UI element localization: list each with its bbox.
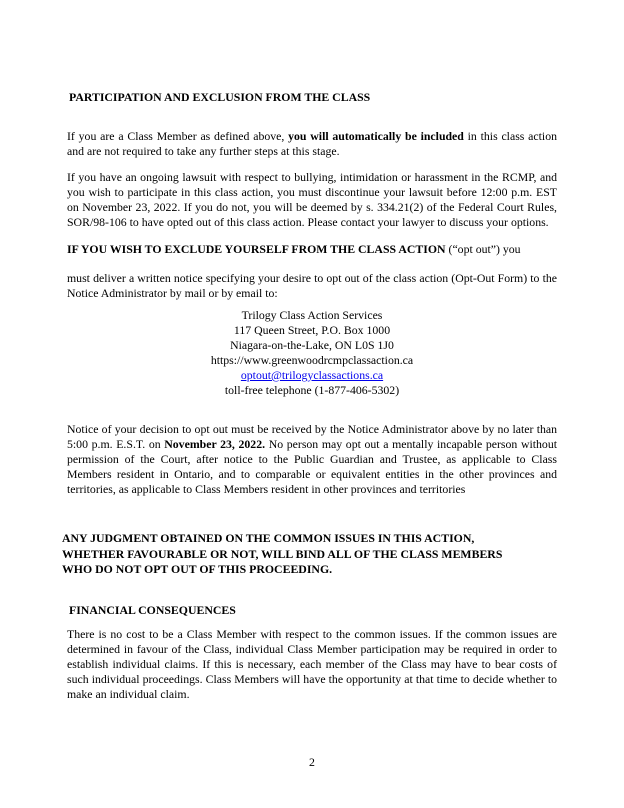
- paragraph-financial-consequences: There is no cost to be a Class Member with respect to the common issues. If the common issues are determined in favour of the Class, individual Class Member participation may be required in order to establish individual claims. If this is necessary, each member of the Class may have to bear costs of such individual proceedings. Class Members will have the opportunity at that time to decide whether to make an individual claim.: [67, 626, 557, 701]
- notice-administrator-address-block: [67, 308, 557, 398]
- judgment-binding-notice: [62, 531, 557, 578]
- text-segment: If you are a Class Member as defined above,: [67, 129, 289, 143]
- judgment-notice-line: WHETHER FAVOURABLE OR NOT, WILL BIND ALL OF THE CLASS MEMBERS: [62, 546, 503, 561]
- text-segment-bold-date: November 23, 2022.: [164, 437, 266, 451]
- optout-heading-line: [67, 242, 557, 257]
- optout-email-link[interactable]: optout@trilogyclassactions.ca: [240, 368, 384, 382]
- administrator-email-line: [67, 368, 557, 383]
- paragraph-automatic-inclusion: [67, 129, 557, 159]
- text-segment: in this class action and are not required to take any further steps at this stage.: [67, 129, 557, 158]
- optout-heading-bold: IF YOU WISH TO EXCLUDE YOURSELF FROM THE CLASS ACTION: [67, 242, 446, 256]
- optout-heading-normal: (“opt out”) you: [445, 242, 521, 256]
- paragraph-ongoing-lawsuit: If you have an ongoing lawsuit with respect to bullying, intimidation or harassment in the RCMP, and you wish to participate in this class action, you must discontinue your lawsuit before 12:00 p.m. EST on November 23, 2022. If you do not, you will be deemed by s. 334.21(2) of the Federal Court Rules, SOR/98-106 to have opted out of this class action. Please contact your lawyer to discuss your options.: [67, 170, 557, 229]
- administrator-website: https://www.greenwoodrcmpclassaction.ca: [210, 353, 414, 367]
- document-content: [62, 0, 558, 702]
- section-heading-participation: PARTICIPATION AND EXCLUSION FROM THE CLASS: [69, 90, 371, 104]
- administrator-name: Trilogy Class Action Services: [241, 308, 383, 322]
- page-number: 2: [309, 755, 315, 769]
- paragraph-optout-instructions: must deliver a written notice specifying your desire to opt out of the class action (Opt-Out Form) to the Notice Administrator by mail or by email to:: [67, 271, 557, 300]
- administrator-phone: toll-free telephone (1-877-406-5302): [224, 383, 400, 397]
- text-segment-bold: you will automatically be included: [288, 129, 464, 143]
- section-heading-financial: FINANCIAL CONSEQUENCES: [69, 602, 236, 617]
- text-segment: Notice of your decision to opt out must be received by the Notice Administrator above by no later than 5:00 p.m. E.S.T. on: [67, 422, 557, 451]
- text-segment: No person may opt out a mentally incapable person without permission of the Court, after notice to the Public Guardian and Trustee, as applicable to Class Members resident in Ontario, and to comparable or equivalent entities in the other provinces and territories, as applicable to Class Members resident in other provinces and territories: [67, 437, 558, 496]
- judgment-notice-line: ANY JUDGMENT OBTAINED ON THE COMMON ISSUES IN THIS ACTION,: [62, 531, 475, 545]
- administrator-city: Niagara-on-the-Lake, ON L0S 1J0: [230, 338, 394, 352]
- administrator-street: 117 Queen Street, P.O. Box 1000: [233, 323, 391, 337]
- judgment-notice-line: WHO DO NOT OPT OUT OF THIS PROCEEDING.: [62, 562, 333, 576]
- paragraph-optout-deadline: [67, 422, 557, 497]
